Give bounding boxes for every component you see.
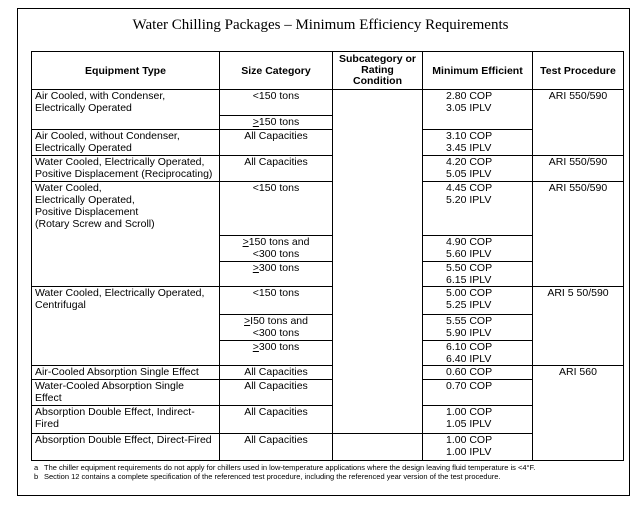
size-cell: <150 tons xyxy=(220,90,333,116)
equipment-cell: Air Cooled, with Condenser, Electrically Operated xyxy=(32,90,220,130)
equipment-cell: Absorption Double Effect, Direct-Fired xyxy=(32,434,220,461)
subcategory-cell xyxy=(333,90,423,434)
equipment-cell: Absorption Double Effect, Indirect- Fired xyxy=(32,406,220,434)
efficiency-cell: 1.00 COP 1.00 IPLV xyxy=(423,434,533,461)
efficiency-cell: 3.10 COP 3.45 IPLV xyxy=(423,130,533,156)
efficiency-cell: 4.45 COP 5.20 IPLV xyxy=(423,182,533,236)
procedure-cell: ARI 550/590 xyxy=(533,90,624,156)
efficiency-cell: 1.00 COP 1.05 IPLV xyxy=(423,406,533,434)
efficiency-cell: 6.10 COP 6.40 IPLV xyxy=(423,341,533,366)
efficiency-cell: 4.20 COP 5.05 IPLV xyxy=(423,156,533,182)
efficiency-cell: 5.55 COP 5.90 IPLV xyxy=(423,315,533,341)
procedure-cell: ARI 560 xyxy=(533,366,624,461)
procedure-cell: ARI 550/590 xyxy=(533,182,624,287)
equipment-cell: Air Cooled, without Condenser, Electrically Operated xyxy=(32,130,220,156)
procedure-cell: ARI 5 50/590 xyxy=(533,287,624,366)
size-cell: <150 tons xyxy=(220,182,333,236)
table-row xyxy=(32,90,624,116)
size-cell: >150 tons and <300 tons xyxy=(220,236,333,262)
efficiency-table xyxy=(31,51,624,461)
size-cell: >150 tons xyxy=(220,116,333,130)
header-size-category: Size Category xyxy=(220,52,333,90)
header-equipment-type: Equipment Type xyxy=(32,52,220,90)
size-cell: All Capacities xyxy=(220,366,333,380)
procedure-cell: ARI 550/590 xyxy=(533,156,624,182)
size-cell: >I50 tons and <300 tons xyxy=(220,315,333,341)
table-row xyxy=(32,156,624,182)
efficiency-cell: 5.50 COP 6.15 IPLV xyxy=(423,262,533,287)
header-row xyxy=(32,52,624,90)
footnote-b: b Section 12 contains a complete specification of the referenced test procedure, including the referenced year version of the test procedure. xyxy=(34,472,501,481)
size-cell: All Capacities xyxy=(220,156,333,182)
table-row xyxy=(32,287,624,315)
size-cell: All Capacities xyxy=(220,406,333,434)
size-cell: >300 tons xyxy=(220,341,333,366)
size-cell: >300 tons xyxy=(220,262,333,287)
table-title: Water Chilling Packages – Minimum Efficiency Requirements xyxy=(132,17,509,33)
efficiency-cell: 4.90 COP 5.60 IPLV xyxy=(423,236,533,262)
header-subcategory: Subcategory or Rating Condition xyxy=(333,52,423,90)
equipment-cell: Air-Cooled Absorption Single Effect xyxy=(32,366,220,380)
size-cell: All Capacities xyxy=(220,130,333,156)
efficiency-cell: 5.00 COP 5.25 IPLV xyxy=(423,287,533,315)
size-cell: <150 tons xyxy=(220,287,333,315)
header-test-procedure: Test Procedure xyxy=(533,52,624,90)
efficiency-cell: 2.80 COP 3.05 IPLV xyxy=(423,90,533,130)
size-cell: All Capacities xyxy=(220,380,333,406)
table-row xyxy=(32,182,624,236)
footnotes xyxy=(34,463,626,481)
header-minimum-efficiency: Minimum Efficient xyxy=(423,52,533,90)
equipment-cell: Water Cooled, Electrically Operated, Positive Displacement (Rotary Screw and Scroll) xyxy=(32,182,220,287)
footnote-a: a The chiller equipment requirements do not apply for chillers used in low-temperature applications where the design leaving fluid temperature is <4°F. xyxy=(34,463,536,472)
efficiency-cell: 0.70 COP xyxy=(423,380,533,406)
equipment-cell: Water Cooled, Electrically Operated, Centrifugal xyxy=(32,287,220,366)
equipment-cell: Water-Cooled Absorption Single Effect xyxy=(32,380,220,406)
efficiency-cell: 0.60 COP xyxy=(423,366,533,380)
equipment-cell: Water Cooled, Electrically Operated, Positive Displacement (Reciprocating) xyxy=(32,156,220,182)
size-cell: All Capacities xyxy=(220,434,333,461)
subcategory-cell xyxy=(333,434,423,461)
table-row xyxy=(32,366,624,380)
